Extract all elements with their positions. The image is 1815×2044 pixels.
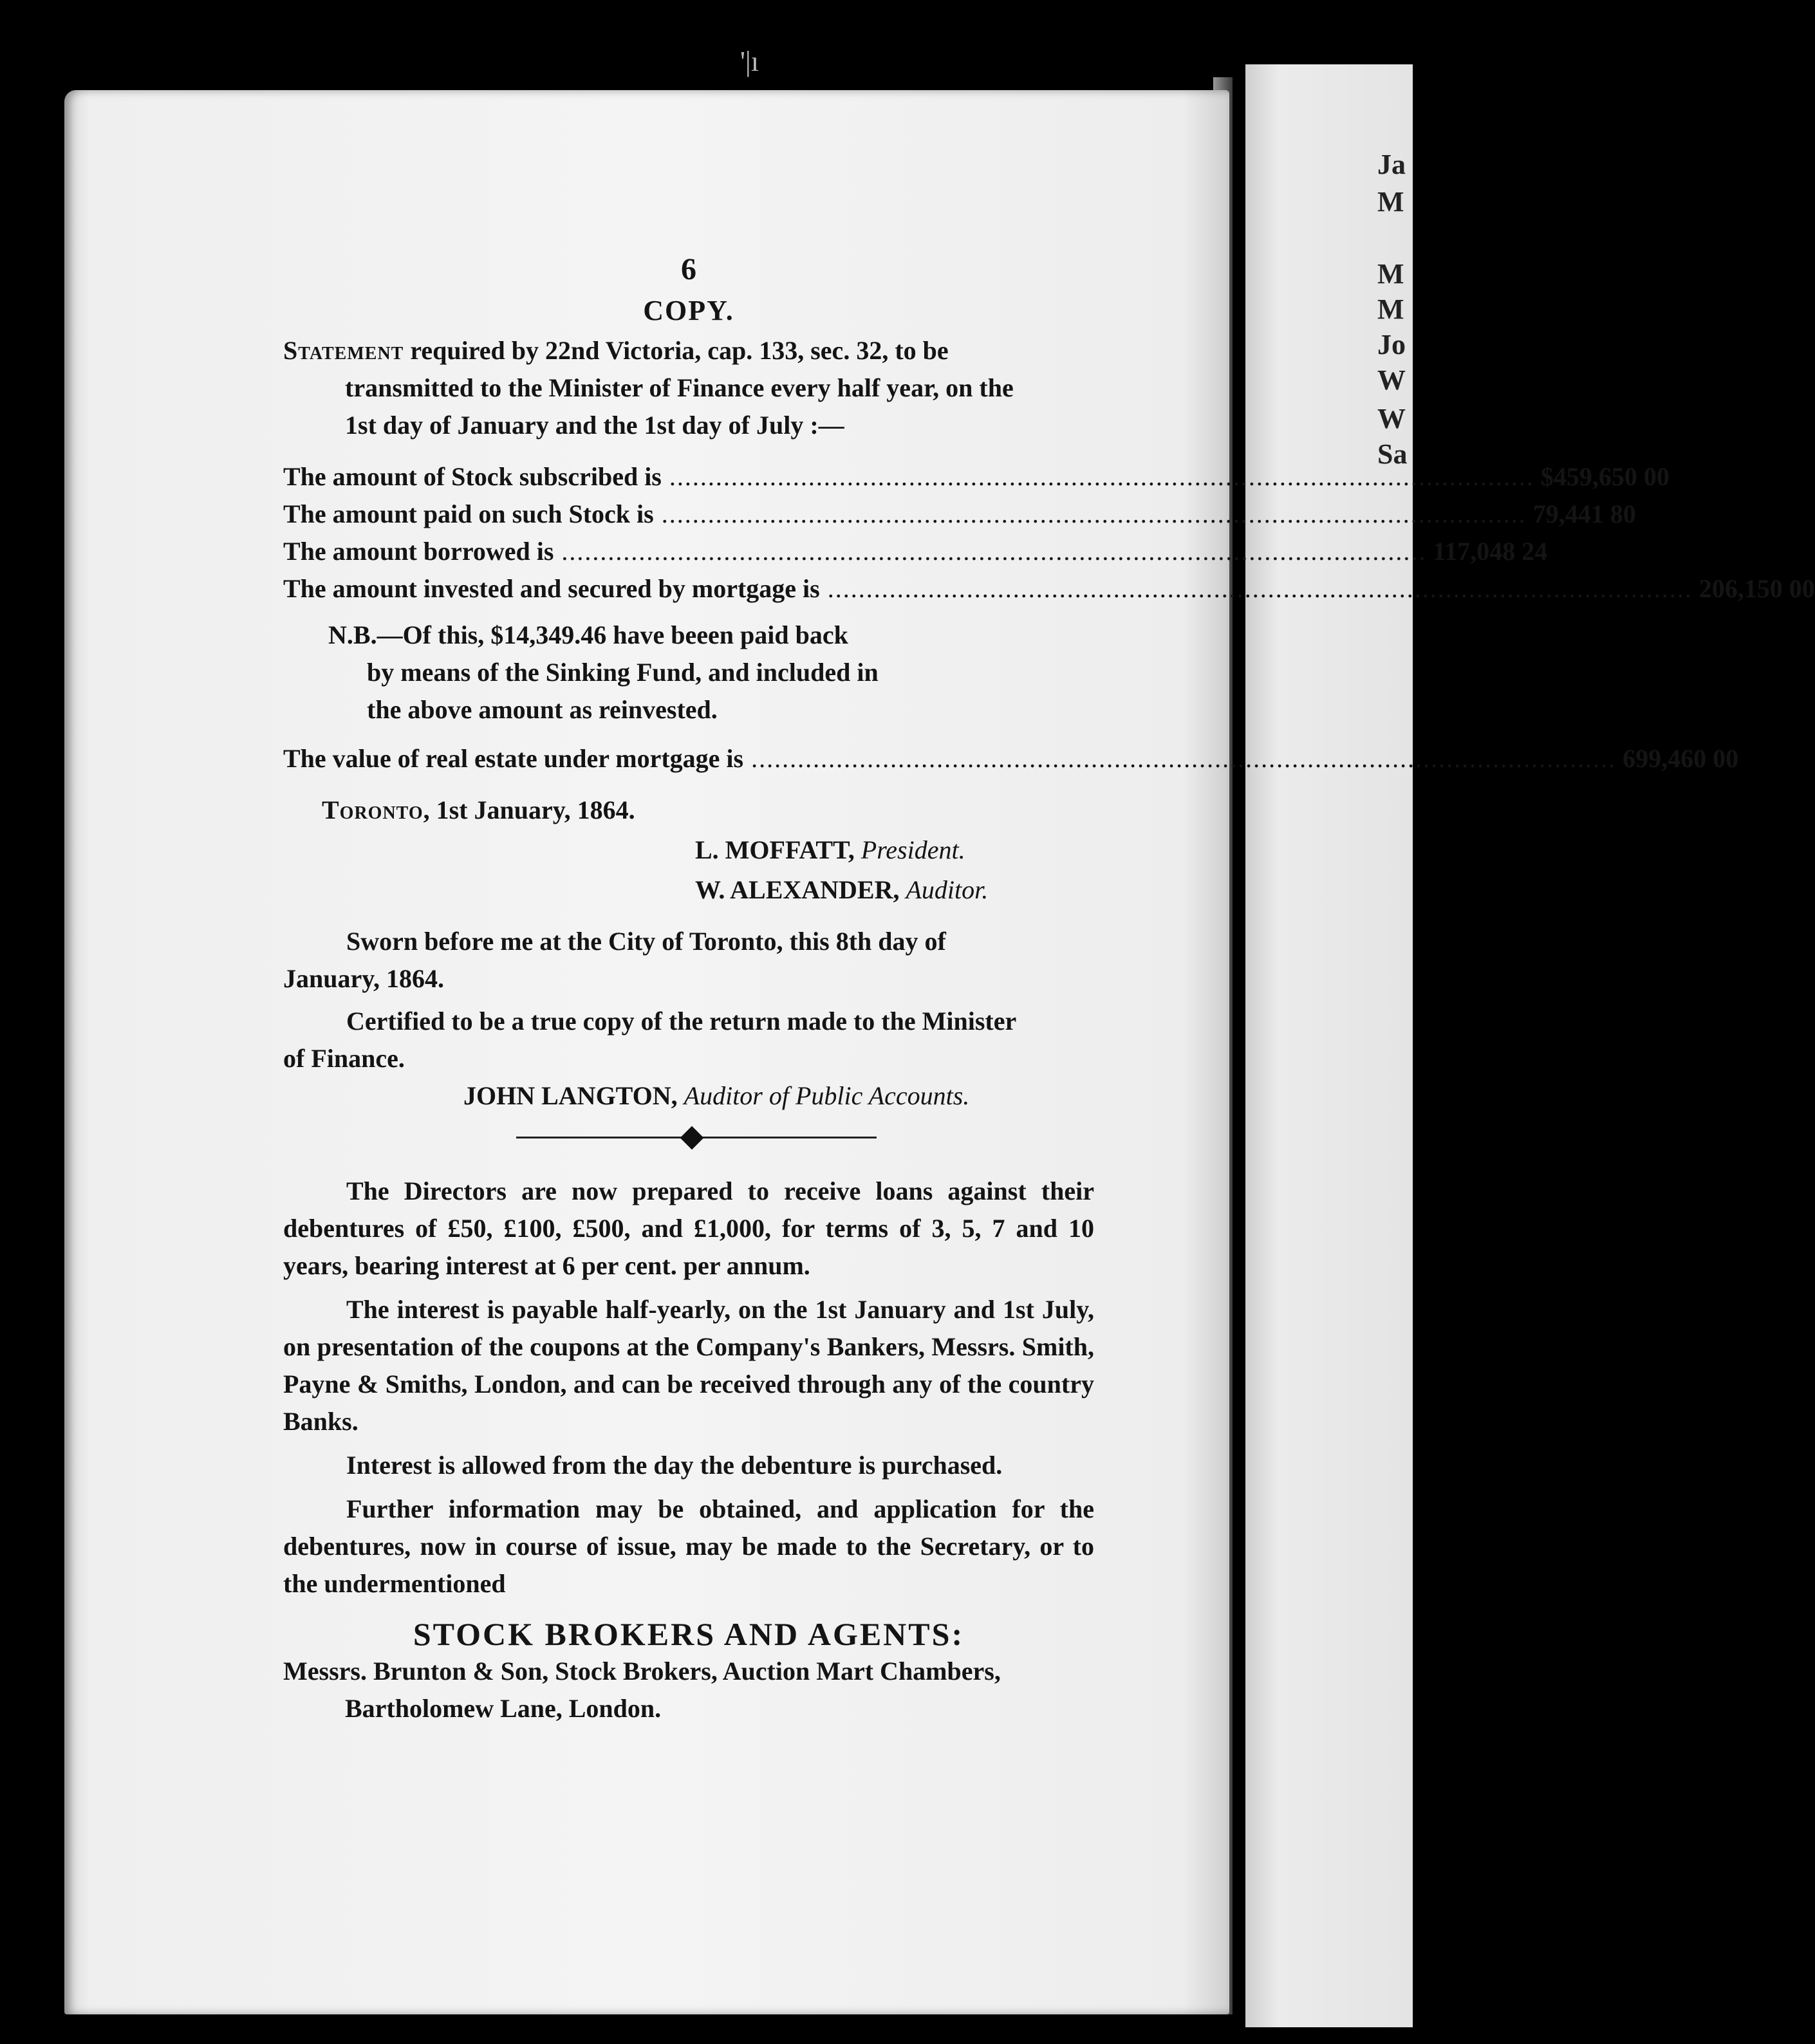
adjacent-page-fragment: Sa <box>1377 438 1408 470</box>
nota-bene-line-2: by means of the Sinking Fund, and included in <box>367 658 879 687</box>
certified-statement <box>283 1003 1094 1077</box>
nota-bene <box>283 617 1094 729</box>
account-value: 206,150 00 <box>1699 574 1815 603</box>
brokers-line-1: Messrs. Brunton & Son, Stock Brokers, Auction Mart Chambers, <box>283 1657 1001 1686</box>
certifier-title: Auditor of Public Accounts. <box>684 1081 970 1110</box>
signatory-title: President. <box>861 835 965 864</box>
signature-president <box>283 832 1094 869</box>
account-row <box>283 570 1815 608</box>
adjacent-page-fragment: M <box>1377 186 1404 218</box>
further-information-paragraph: Further information may be obtained, and application for the debentures, now in course of issue, may be made to the Secretary, or to the undermentioned <box>283 1494 1094 1598</box>
account-row <box>283 533 1548 570</box>
statement-line-3: 1st day of January and the 1st day of July :— <box>345 411 844 440</box>
statement-line-2: transmitted to the Minister of Finance every half year, on the <box>345 373 1014 402</box>
certifier-name: JOHN LANGTON, <box>463 1081 684 1110</box>
adjacent-page-fragment: W <box>1377 403 1406 434</box>
account-row <box>283 458 1670 496</box>
signature-auditor <box>283 871 1094 909</box>
account-label: The amount invested and secured by mortgage is ..... <box>283 570 1693 608</box>
adjacent-page-fragment: Ja <box>1377 149 1406 180</box>
nota-bene-line-3: the above amount as reinvested. <box>367 695 718 724</box>
certified-line-1: Certified to be a true copy of the return made to the Minister <box>346 1007 1017 1036</box>
scan-mark: '|ı <box>740 46 759 77</box>
account-row <box>283 496 1636 533</box>
copy-heading: COPY. <box>643 295 734 326</box>
page-number: 6 <box>681 252 696 286</box>
statement-lead: Statement <box>283 336 404 365</box>
adjacent-page-fragment: Jo <box>1377 329 1406 360</box>
adjacent-page-fragment: M <box>1377 293 1404 325</box>
adjacent-page-fragment: W <box>1377 364 1406 396</box>
signatory-name: L. MOFFATT, <box>695 835 861 864</box>
real-estate-row <box>283 740 1739 777</box>
dateline-date: , 1st January, 1864. <box>423 795 635 824</box>
dateline-city: Toronto <box>322 795 424 824</box>
certified-line-2: of Finance. <box>283 1044 405 1073</box>
account-label: The amount of Stock subscribed is ..... <box>283 458 1534 496</box>
interest-allowed-paragraph: Interest is allowed from the day the debenture is purchased. <box>346 1451 1003 1480</box>
page-content <box>283 251 1815 1727</box>
real-estate-label: The value of real estate under mortgage is ..... <box>283 740 1616 777</box>
signatory-name: W. ALEXANDER, <box>695 875 906 904</box>
account-value: 79,441 80 <box>1532 499 1636 528</box>
statement-intro <box>283 332 1094 444</box>
account-value: 117,048 24 <box>1433 537 1548 566</box>
account-value: $459,650 00 <box>1540 462 1670 491</box>
sworn-statement <box>283 923 1094 998</box>
adjacent-page <box>1245 64 1413 2027</box>
certifier-signature <box>283 1077 1094 1115</box>
loan-paragraph: The Directors are now prepared to receive loans against their debentures of £50, £100, £500, and £1,000, for terms of 3, 5, 7 and 10 years, bearing interest at 6 per cent. per annum. <box>283 1176 1094 1280</box>
interest-paragraph: The interest is payable half-yearly, on the 1st January and 1st July, on presentation of the coupons at the Company's Bankers, Messrs. Smith, Payne & Smiths, London, and can be received through any of the country Banks. <box>283 1295 1094 1436</box>
real-estate-value: 699,460 00 <box>1623 744 1739 773</box>
account-label: The amount borrowed is ..... <box>283 533 1426 570</box>
account-label: The amount paid on such Stock is ..... <box>283 496 1527 533</box>
divider-diamond-icon <box>680 1126 704 1150</box>
adjacent-page-fragment: M <box>1377 258 1404 290</box>
ornamental-divider <box>283 1119 1094 1157</box>
statement-line-1-rest: required by 22nd Victoria, cap. 133, sec. 32, to be <box>404 336 949 365</box>
accounts-table <box>283 458 1815 608</box>
brokers-line-2: Bartholomew Lane, London. <box>345 1694 662 1723</box>
sworn-line-2: January, 1864. <box>283 964 445 993</box>
nota-bene-line-1: N.B.—Of this, $14,349.46 have beeen paid back <box>328 620 848 649</box>
dateline <box>283 792 1094 829</box>
statement-line-1 <box>283 332 1094 369</box>
sworn-line-1: Sworn before me at the City of Toronto, this 8th day of <box>346 927 946 956</box>
brokers-heading: STOCK BROKERS AND AGENTS: <box>413 1616 965 1652</box>
signatory-title: Auditor. <box>906 875 989 904</box>
